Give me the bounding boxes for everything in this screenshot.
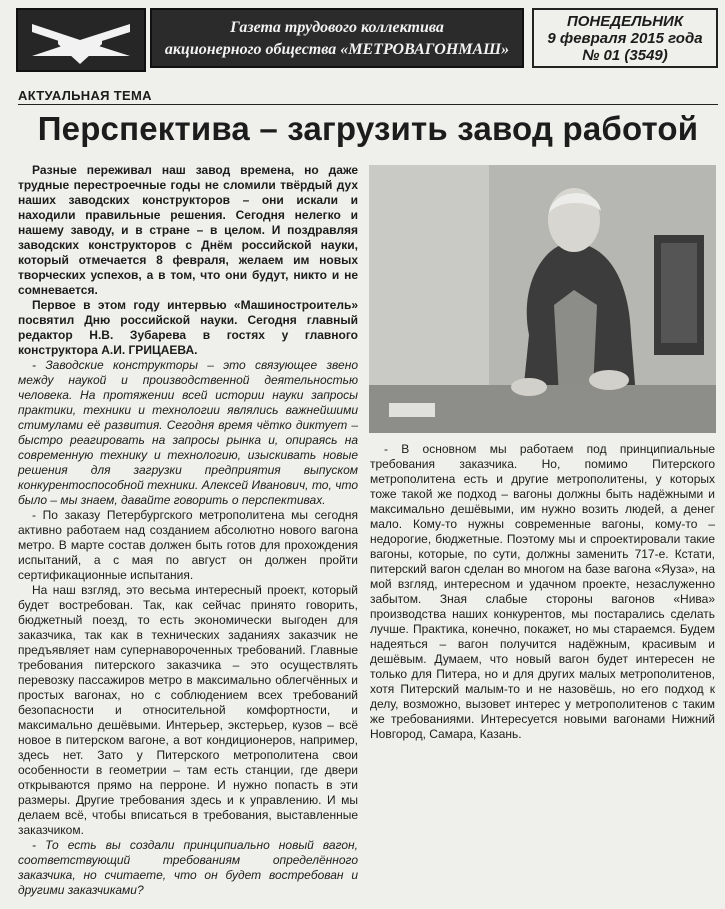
- issue-info: [532, 8, 718, 68]
- section-label: АКТУАЛЬНАЯ ТЕМА: [18, 88, 152, 103]
- article-column-1: [18, 163, 358, 898]
- article-column-2: [370, 442, 715, 742]
- interview-photo: [369, 165, 716, 433]
- article-headline: Перспектива – загрузить завод работой: [37, 110, 699, 147]
- article-lead: Разные переживал наш завод времена, но даже трудные перестроечные годы не сломили твёрдый дух наших заводских конструкторов – они искали и находили правильные решения. Сегодня нелегко и нашему заводу, и в стране – в целом. И поздравляя заводских конструкторов с Днём российской науки, который отмечается 8 февраля, желаем им новых творческих успехов, а в том, что они будут, никто и не сомневается.: [18, 163, 358, 297]
- answer-1: - По заказу Петербургского метрополитена мы сегодня активно работаем над созданием абсолютно нового вагона метро. В марте состав должен быть готов для прохождения испытаний, а с мая по август он должен пройти сертификационные испытания.: [18, 508, 358, 582]
- metro-m-logo-icon: [18, 10, 144, 70]
- answer-2: На наш взгляд, это весьма интересный проект, который будет востребован. Так, как сейчас принято говорить, бюджетный поезд, то есть экономически выгоден для заказчика, так как в технических заданиях заказчик не предъявляет нам супернавороченных требований. Главные требования питерского заказчика – это осуществлять перевозку пассажиров метро в максимально облегчённых и простых вагонах, но с соблюдением всех требований безопасности и относительной комфортности, и максимально дешёвыми. Интерьер, экстерьер, кузов – всё новое в питерском вагоне, а вот кондиционеров, например, здесь нет. Зато у Питерского метрополитена свои особенности в геометрии – там есть станции, где двери открываются прямо на перроне. И нужно попасть в эти размеры. Другие требования здесь и к управлению. И мы делаем всё, чтобы вписаться в требования, выставленные заказчиком.: [18, 583, 358, 837]
- masthead-title: [150, 8, 524, 68]
- answer-3: - В основном мы работаем под принципиальные требования заказчика. Но, помимо Питерского метрополитена есть и другие метрополитены, у которых тоже такой же подход – вагоны должны быть надёжными и максимально дешёвыми, им нужно возить людей, а денег мало. Кому-то нужны современные вагоны, кому-то – недорогие, бюджетные. Поэтому мы и спроектировали такие вагоны, которые, по сути, должны заменить 717-е. Кстати, питерский вагон сделан во многом на базе вагона «Яуза», на мой взгляд, интересном и удачном проекте, незаслуженно забытом. Зная слабые стороны вагонов «Нива» производства наших конкурентов, мы постарались сделать лучше. Практика, конечно, покажет, но мы стараемся. Будем надеяться – вагон получится надёжным, красивым и дешёвым. Думаем, что новый вагон будет интересен не только для Питера, но и для других малых метрополитенов, хотя Питерский малым-то и не назовёшь, но его подход к делу, возможно, вызовет интерес у метрополитенов с таким же требованиями. Интересуется новыми вагонами Нижний Новгород, Самара, Казань.: [370, 442, 715, 741]
- issue-date: 9 февраля 2015 года: [547, 30, 703, 47]
- masthead-line-1: Газета трудового коллектива: [230, 19, 444, 36]
- question-1: - Заводские конструкторы – это связующее звено между наукой и производственной деятельностью человека. На протяжении всей истории науки запросы практики, техники и технологии являлись важнейшими стимулами её развития. Сегодня время чётко диктует – быстро реагировать на запросы рынка и, опираясь на современную технику и технологию, изыскивать новые решения для загрузки предприятия выпуском конкурентоспособной техники. Алексей Иванович, то, что было – мы знаем, давайте говорить о перспективах.: [18, 358, 358, 507]
- question-2: - То есть вы создали принципиально новый вагон, соответствующий требованиям определённого заказчика, но считаете, что он будет востребован и другими заказчиками?: [18, 838, 358, 897]
- masthead-line-2: акционерного общества «МЕТРОВАГОНМАШ»: [164, 41, 510, 58]
- section-divider: [18, 104, 718, 105]
- newspaper-logo: [16, 8, 146, 72]
- issue-day: ПОНЕДЕЛЬНИК: [566, 13, 684, 30]
- article-intro: Первое в этом году интервью «Машиностроитель» посвятил Дню российской науки. Сегодня главный редактор Н.В. Зубарева в гостях у главного конструктора А.И. ГРИЦАЕВА.: [18, 298, 358, 357]
- issue-number: № 01 (3549): [582, 47, 668, 64]
